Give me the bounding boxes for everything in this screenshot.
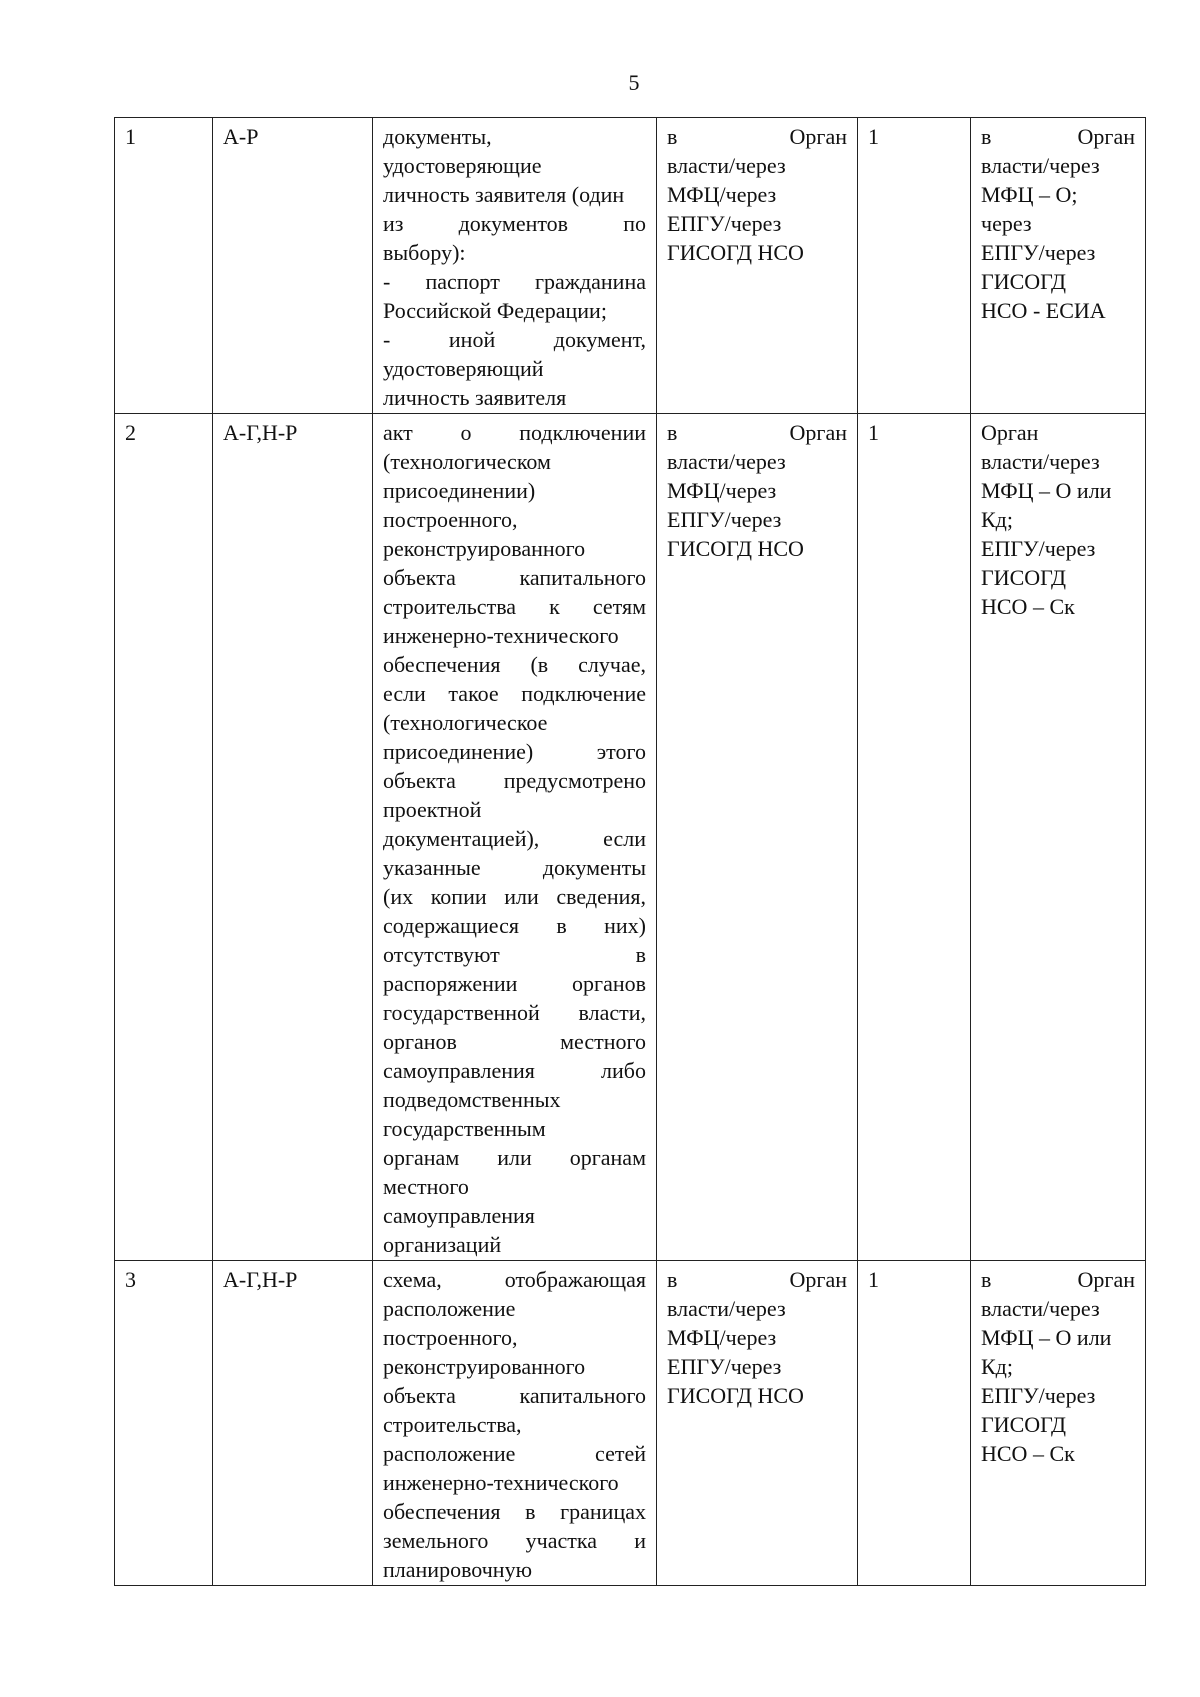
cell-text-line: подведомственных	[383, 1087, 561, 1112]
cell-text-line: выбору):	[383, 240, 466, 265]
table-body	[115, 118, 1146, 1586]
cell-text-line: в Орган	[667, 1267, 847, 1292]
quantity-cell: 1	[858, 414, 971, 1261]
cell-text-line: личность заявителя (один	[383, 182, 625, 207]
cell-text-line: власти/через	[981, 449, 1100, 474]
cell-text-line: в Орган	[667, 420, 847, 445]
cell-text-line: инженерно-технического	[383, 623, 619, 648]
result-method-cell	[971, 1261, 1146, 1586]
cell-text-line: ГИСОГД	[981, 1412, 1066, 1437]
cell-text-line: распоряжении органов	[383, 971, 646, 996]
cell-text-line: земельного участка и	[383, 1528, 646, 1553]
cell-text-line: акт о подключении	[383, 420, 646, 445]
cell-text-line: ГИСОГД	[981, 269, 1066, 294]
cell-text-line: ГИСОГД НСО	[667, 1383, 804, 1408]
cell-text-line: НСО – Ск	[981, 594, 1075, 619]
cell-text-line: власти/через	[981, 153, 1100, 178]
cell-text-line: - паспорт гражданина	[383, 269, 646, 294]
cell-text-line: объекта капитального	[383, 1383, 646, 1408]
cell-text-line: проектной	[383, 797, 482, 822]
cell-text-line: Кд;	[981, 507, 1013, 532]
table-row	[115, 118, 1146, 414]
applicant-category-cell: А-Р	[213, 118, 373, 414]
cell-text-line: ГИСОГД НСО	[667, 240, 804, 265]
table-row	[115, 1261, 1146, 1586]
cell-text-line: содержащиеся в них)	[383, 913, 646, 938]
cell-text-line: удостоверяющие	[383, 153, 542, 178]
cell-text-line: (технологическом	[383, 449, 551, 474]
quantity-cell: 1	[858, 118, 971, 414]
cell-text-line: МФЦ/через	[667, 182, 777, 207]
cell-text-line: документы,	[383, 124, 492, 149]
cell-text-line: в Орган	[981, 1267, 1135, 1292]
page-number: 5	[628, 70, 640, 95]
cell-text-line: МФЦ/через	[667, 478, 777, 503]
row-number-cell: 3	[115, 1261, 213, 1586]
cell-text-line: государственной власти,	[383, 1000, 646, 1025]
cell-text-line: ЕПГУ/через	[981, 536, 1096, 561]
submission-method-cell	[657, 118, 858, 414]
cell-text-line: реконструированного	[383, 536, 586, 561]
cell-text-line: через	[981, 211, 1032, 236]
cell-text-line: власти/через	[981, 1296, 1100, 1321]
cell-text-line: (их копии или сведения,	[383, 884, 646, 909]
cell-text-line: построенного,	[383, 1325, 518, 1350]
cell-text-line: (технологическое	[383, 710, 548, 735]
cell-text-line: государственным	[383, 1116, 546, 1141]
cell-text-line: власти/через	[667, 449, 786, 474]
cell-text-line: личность заявителя	[383, 385, 567, 410]
documents-table	[114, 117, 1146, 1586]
cell-text-line: строительства,	[383, 1412, 522, 1437]
row-number-cell: 2	[115, 414, 213, 1261]
cell-text-line: построенного,	[383, 507, 518, 532]
cell-text-line: отсутствуют в	[383, 942, 646, 967]
cell-text-line: ЕПГУ/через	[667, 211, 782, 236]
cell-text-line: - иной документ,	[383, 327, 646, 352]
applicant-category-cell: А-Г,Н-Р	[213, 1261, 373, 1586]
cell-text-line: Российской Федерации;	[383, 298, 607, 323]
row-number-cell: 1	[115, 118, 213, 414]
cell-text-line: присоединение) этого	[383, 739, 646, 764]
cell-text-line: МФЦ – О;	[981, 182, 1078, 207]
cell-text-line: в Орган	[667, 124, 847, 149]
cell-text-line: объекта капитального	[383, 565, 646, 590]
cell-text-line: планировочную	[383, 1557, 533, 1582]
cell-text-line: расположение	[383, 1296, 516, 1321]
cell-text-line: ЕПГУ/через	[667, 1354, 782, 1379]
cell-text-line: объекта предусмотрено	[383, 768, 646, 793]
cell-text-line: удостоверяющий	[383, 356, 544, 381]
cell-text-line: присоединении)	[383, 478, 536, 503]
cell-text-line: обеспечения в границах	[383, 1499, 646, 1524]
document-description-cell	[373, 414, 657, 1261]
quantity-cell: 1	[858, 1261, 971, 1586]
cell-text-line: ЕПГУ/через	[981, 1383, 1096, 1408]
cell-text-line: власти/через	[667, 1296, 786, 1321]
cell-text-line: местного	[383, 1174, 469, 1199]
cell-text-line: если такое подключение	[383, 681, 646, 706]
cell-text-line: указанные документы	[383, 855, 646, 880]
cell-text-line: документацией), если	[383, 826, 646, 851]
applicant-category-cell: А-Г,Н-Р	[213, 414, 373, 1261]
cell-text-line: органов местного	[383, 1029, 646, 1054]
cell-text-line: из документов по	[383, 211, 646, 236]
cell-text-line: Орган	[981, 420, 1039, 445]
cell-text-line: организаций	[383, 1232, 502, 1257]
document-description-cell	[373, 118, 657, 414]
cell-text-line: в Орган	[981, 124, 1135, 149]
cell-text-line: МФЦ – О или	[981, 1325, 1112, 1350]
submission-method-cell	[657, 414, 858, 1261]
cell-text-line: МФЦ/через	[667, 1325, 777, 1350]
table-row	[115, 414, 1146, 1261]
cell-text-line: схема, отображающая	[383, 1267, 646, 1292]
cell-text-line: самоуправления либо	[383, 1058, 646, 1083]
cell-text-line: ЕПГУ/через	[667, 507, 782, 532]
cell-text-line: НСО – Ск	[981, 1441, 1075, 1466]
cell-text-line: строительства к сетям	[383, 594, 646, 619]
cell-text-line: ГИСОГД	[981, 565, 1066, 590]
cell-text-line: Кд;	[981, 1354, 1013, 1379]
cell-text-line: органам или органам	[383, 1145, 646, 1170]
result-method-cell	[971, 414, 1146, 1261]
cell-text-line: ГИСОГД НСО	[667, 536, 804, 561]
cell-text-line: власти/через	[667, 153, 786, 178]
cell-text-line: реконструированного	[383, 1354, 586, 1379]
cell-text-line: ЕПГУ/через	[981, 240, 1096, 265]
submission-method-cell	[657, 1261, 858, 1586]
cell-text-line: МФЦ – О или	[981, 478, 1112, 503]
cell-text-line: расположение сетей	[383, 1441, 646, 1466]
document-description-cell	[373, 1261, 657, 1586]
cell-text-line: НСО - ЕСИА	[981, 298, 1106, 323]
cell-text-line: обеспечения (в случае,	[383, 652, 646, 677]
cell-text-line: самоуправления	[383, 1203, 535, 1228]
result-method-cell	[971, 118, 1146, 414]
cell-text-line: инженерно-технического	[383, 1470, 619, 1495]
